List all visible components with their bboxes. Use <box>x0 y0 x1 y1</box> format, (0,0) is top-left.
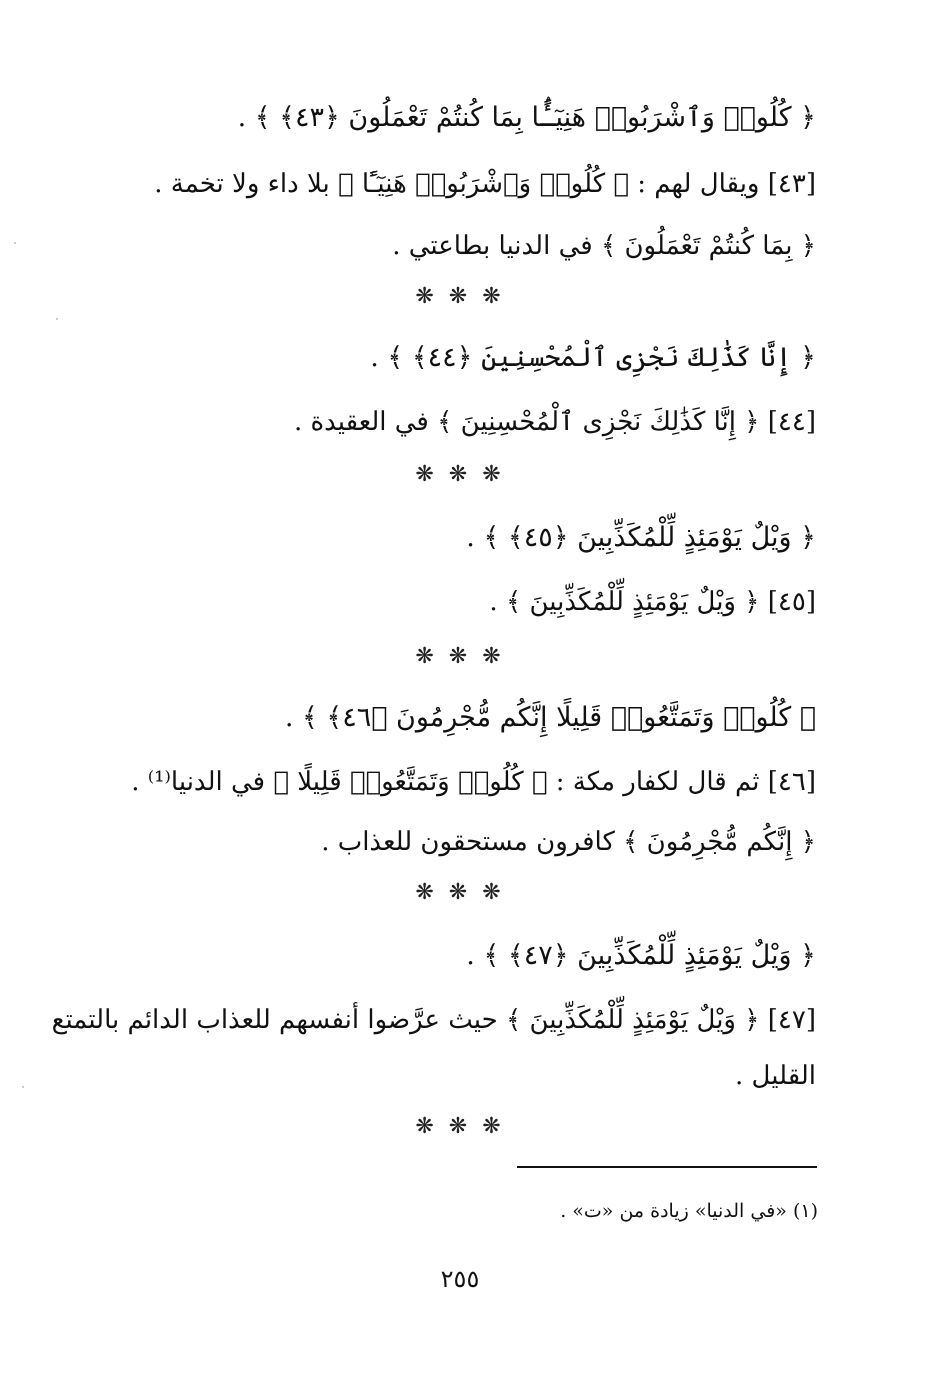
verse-47: ﴿ وَيْلٌ يَوْمَئِذٍ لِّلْمُكَذِّبِينَ ﴿٤٧﴾ ﴾ . <box>466 940 816 971</box>
verse-45: ﴿ وَيْلٌ يَوْمَئِذٍ لِّلْمُكَذِّبِينَ ﴿٤٥﴾ ﴾ . <box>466 522 816 553</box>
footnote-1: (١) «في الدنيا» زيادة من «ت» . <box>560 1200 818 1222</box>
commentary-47-line-1: [٤٧] ﴿ وَيْلٌ يَوْمَئِذٍ لِّلْمُكَذِّبِينَ ﴾ حيث عرَّضوا أنفسهم للعذاب الدائم بالتمتع <box>51 1005 816 1035</box>
section-separator: ❋ ❋ ❋ <box>415 284 505 309</box>
scan-speck <box>22 1086 24 1088</box>
commentary-43-line-1: [٤٣] ويقال لهم : ﴿ كُلُوا۟ وَٱشْرَبُوا۟ هَنِيٓـًٔا ﴾ بلا داء ولا تخمة . <box>154 169 816 199</box>
section-separator: ❋ ❋ ❋ <box>415 880 505 905</box>
footnote-divider <box>517 1166 817 1168</box>
scan-speck <box>14 242 16 244</box>
section-separator: ❋ ❋ ❋ <box>415 644 505 669</box>
scan-speck <box>56 318 58 320</box>
section-separator: ❋ ❋ ❋ <box>415 462 505 487</box>
verse-44: ﴿ إِنَّا كَذَٰلِكَ نَجْزِى ٱلْمُحْسِنِينَ ﴿٤٤﴾ ﴾ . <box>370 342 816 373</box>
verse-43: ﴿ كُلُوا۟ وَٱشْرَبُوا۟ هَنِيٓـًٔۢا بِمَا كُنتُمْ تَعْمَلُونَ ﴿٤٣﴾ ﴾ . <box>237 102 816 133</box>
commentary-45: [٤٥] ﴿ وَيْلٌ يَوْمَئِذٍ لِّلْمُكَذِّبِينَ ﴾ . <box>489 587 816 617</box>
page-number: ٢٥٥ <box>440 1265 480 1293</box>
verse-46: ﴿ كُلُوا۟ وَتَمَتَّعُوا۟ قَلِيلًا إِنَّكُم مُّجْرِمُونَ ﴿٤٦﴾ ﴾ . <box>284 702 816 733</box>
commentary-44: [٤٤] ﴿ إِنَّا كَذَٰلِكَ نَجْزِى ٱلْمُحْسِنِينَ ﴾ في العقيدة . <box>293 407 816 437</box>
commentary-43-line-2: ﴿ بِمَا كُنتُمْ تَعْمَلُونَ ﴾ في الدنيا بطاعتي . <box>392 231 816 261</box>
commentary-46-line-1: [٤٦] ثم قال لكفار مكة : ﴿ كُلُوا۟ وَتَمَتَّعُوا۟ قَلِيلًا ﴾ في الدنيا⁽¹⁾ . <box>131 767 816 797</box>
section-separator: ❋ ❋ ❋ <box>415 1114 505 1139</box>
commentary-46-line-2: ﴿ إِنَّكُم مُّجْرِمُونَ ﴾ كافرون مستحقون للعذاب . <box>321 827 816 857</box>
commentary-47-line-2: القليل . <box>735 1061 816 1091</box>
